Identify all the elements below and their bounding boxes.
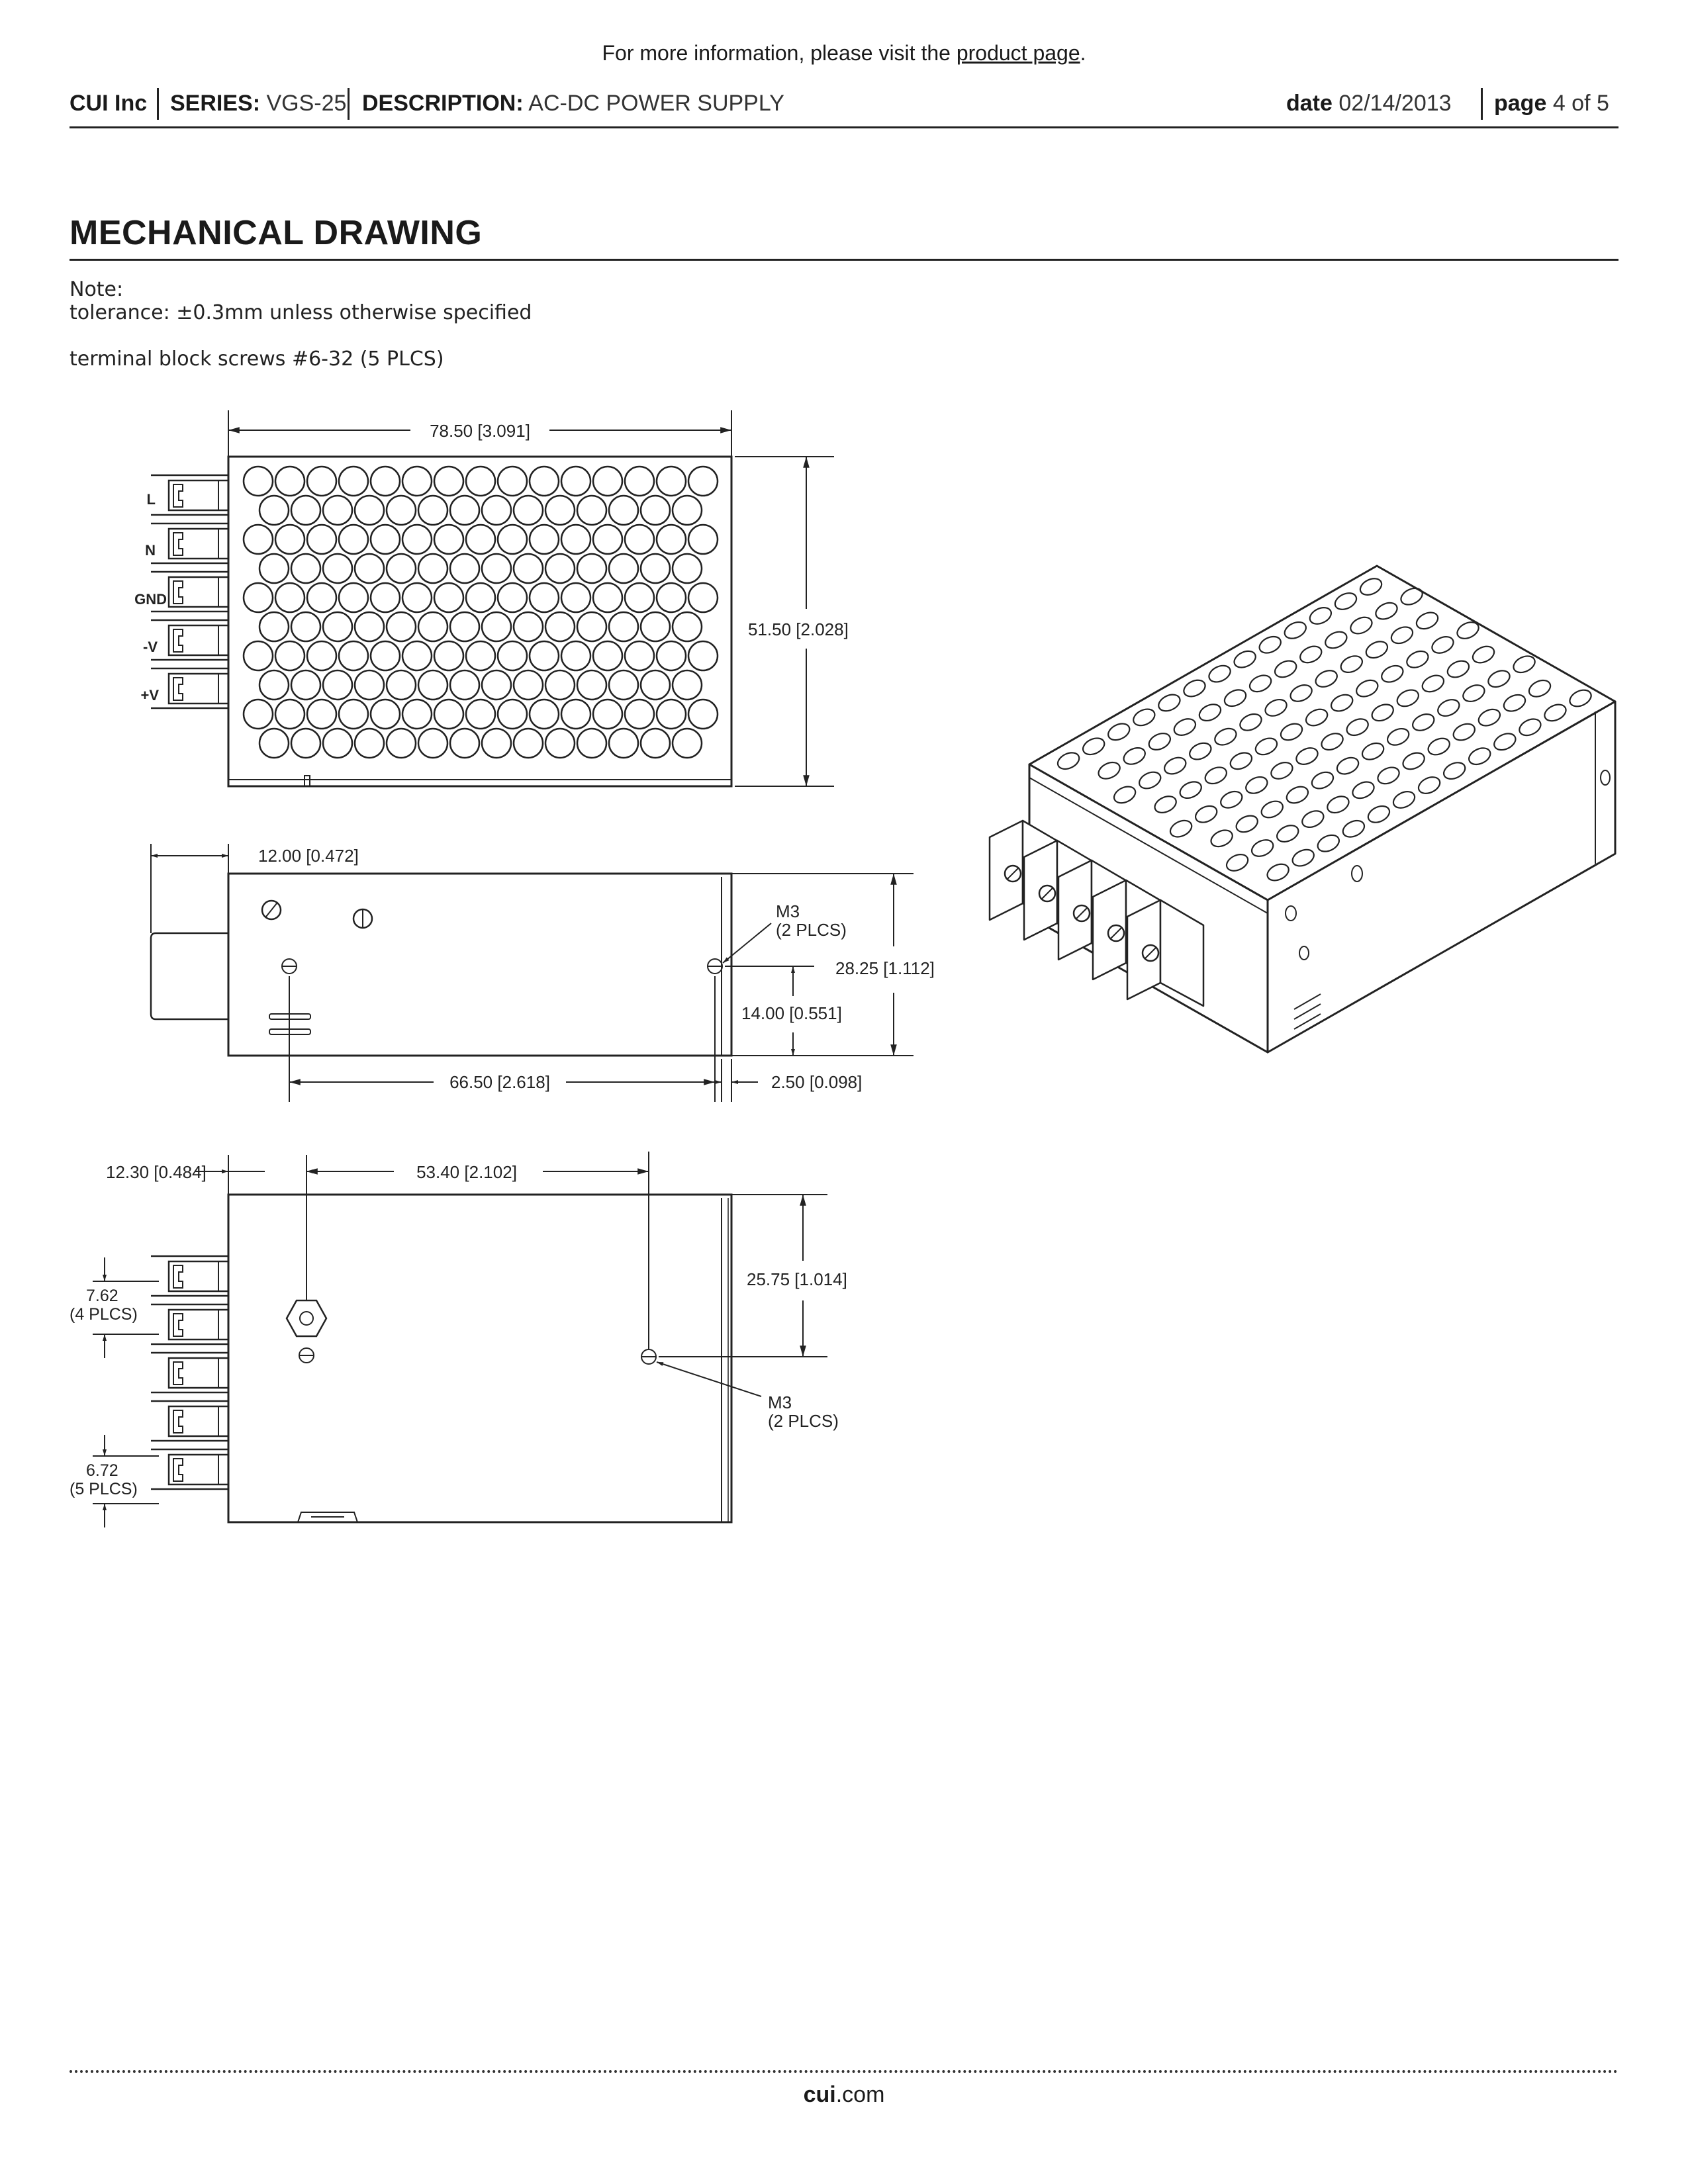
vent-hole [625,467,654,496]
top-width-dim: 78.50 [3.091] [430,421,530,441]
vent-hole [657,525,686,554]
vent-hole [577,729,606,758]
vent-hole [402,525,432,554]
vent-hole [355,612,384,641]
vent-hole [657,700,686,729]
vent-hole [545,729,575,758]
vent-hole [418,612,447,641]
footer-rule [70,2070,1618,2073]
vent-hole [673,729,702,758]
vent-hole [355,554,384,583]
vent-hole [593,583,622,612]
vent-hole [291,670,320,700]
vent-hole [514,496,543,525]
vent-hole [323,729,352,758]
vent-hole [561,700,590,729]
vent-hole [339,467,368,496]
terminal [151,1449,228,1489]
note-prefix: For more information, please visit the [602,41,957,65]
vent-hole [688,700,718,729]
top-view [151,457,731,786]
vent-hole [339,583,368,612]
vent-hole [466,700,495,729]
vent-hole [593,525,622,554]
terminal-label-gnd: GND [134,591,167,608]
footer-brand[interactable]: cui.com [803,2082,885,2107]
top-height-dim: 51.50 [2.028] [748,619,849,639]
note-label: Note: [70,278,124,301]
product-page-link[interactable]: product page [956,41,1080,65]
vent-hole [450,729,479,758]
vent-hole [625,525,654,554]
side-hole-label: M3 [776,901,800,921]
vent-hole [577,670,606,700]
vent-hole [291,554,320,583]
vent-hole [530,641,559,670]
vent-hole [673,670,702,700]
bottom-view [151,1195,731,1522]
vent-hole [450,670,479,700]
vent-hole [371,467,400,496]
vent-hole [498,467,527,496]
bottom-hole-plcs: (2 PLCS) [768,1411,839,1431]
vent-hole [482,496,511,525]
bottom-span-dim: 53.40 [2.102] [416,1162,517,1182]
vent-hole [387,729,416,758]
vent-hole [244,700,273,729]
vent-hole [673,554,702,583]
note-suffix: . [1080,41,1086,65]
vent-hole [434,467,463,496]
vent-hole [387,554,416,583]
terminal-label-neg-v: -V [143,639,158,655]
vent-hole [307,641,336,670]
vent-hole [657,583,686,612]
vent-hole [625,641,654,670]
vent-hole [387,496,416,525]
vent-hole [371,525,400,554]
vent-hole [387,670,416,700]
vent-hole [466,525,495,554]
vent-hole [498,525,527,554]
vent-hole [530,700,559,729]
vent-hole [657,467,686,496]
vent-hole [307,525,336,554]
vent-hole [466,583,495,612]
terminal-block [151,1256,228,1489]
vent-hole [291,496,320,525]
vent-hole [323,612,352,641]
bottom-hole-label: M3 [768,1392,792,1412]
vent-hole [577,554,606,583]
vent-hole [641,670,670,700]
vent-hole [355,496,384,525]
vent-hole [641,496,670,525]
top-view-outline [228,457,731,786]
vent-hole [355,670,384,700]
vent-hole [275,467,305,496]
terminal [151,620,228,660]
vent-hole [434,641,463,670]
vent-hole [259,496,289,525]
vent-hole [609,729,638,758]
pitch-b-value: 6.72 [86,1461,118,1480]
vent-hole [593,641,622,670]
vent-hole [688,467,718,496]
vent-hole [307,700,336,729]
vent-hole [323,496,352,525]
vent-hole [530,467,559,496]
vent-hole [482,554,511,583]
vent-hole [275,641,305,670]
vent-hole [450,612,479,641]
vent-hole [371,700,400,729]
vent-hole [657,641,686,670]
side-view [151,874,731,1056]
vent-hole [593,700,622,729]
vent-hole [466,641,495,670]
company-name: CUI Inc [70,91,148,116]
vent-hole [275,525,305,554]
terminal-label-l: L [146,491,156,508]
terminal [151,1401,228,1441]
vent-hole [561,525,590,554]
vent-hole [593,467,622,496]
vent-hole [355,729,384,758]
vent-hole [498,583,527,612]
bottom-height-dim: 25.75 [1.014] [747,1269,847,1289]
vent-hole [530,525,559,554]
bottom-offset-dim: 12.30 [0.484] [106,1162,207,1182]
vent-hole [402,583,432,612]
vent-hole [244,525,273,554]
pitch-a-plcs: (4 PLCS) [70,1305,138,1324]
vent-hole [307,467,336,496]
vent-hole [259,729,289,758]
vent-hole [275,700,305,729]
vent-hole [577,496,606,525]
vent-hole [387,612,416,641]
vent-hole [339,641,368,670]
vent-hole [641,729,670,758]
vent-hole [545,496,575,525]
vent-hole [641,554,670,583]
side-offset-dim: 12.00 [0.472] [258,846,359,866]
vent-hole [530,583,559,612]
side-span-dim: 66.50 [2.618] [449,1072,550,1092]
page-field: page 4 of 5 [1494,91,1609,116]
side-hole-plcs: (2 PLCS) [776,920,847,940]
vent-hole [561,467,590,496]
vent-hole [641,612,670,641]
isometric-view [990,566,1615,1052]
vent-hole [244,641,273,670]
vent-hole [545,670,575,700]
vent-hole [514,612,543,641]
vent-hole [498,641,527,670]
vent-hole [609,670,638,700]
vent-hole [418,729,447,758]
vent-hole [688,641,718,670]
vent-hole [625,700,654,729]
vent-hole [418,554,447,583]
vent-hole [371,641,400,670]
vent-hole [482,729,511,758]
side-height-dim: 28.25 [1.112] [835,958,935,978]
date-field: date 02/14/2013 [1286,91,1452,116]
vent-hole [498,700,527,729]
vent-hole [609,612,638,641]
vent-hole [291,612,320,641]
tolerance-note: tolerance: ±0.3mm unless otherwise specified [70,301,532,324]
vent-hole [688,583,718,612]
vent-hole [402,467,432,496]
terminal-label-n: N [145,542,156,559]
series-field: SERIES: VGS-25 [170,91,347,116]
vent-hole [339,525,368,554]
vent-hole [418,496,447,525]
vent-hole-grid [244,467,718,758]
terminal [151,1304,228,1344]
vent-hole [418,670,447,700]
vent-hole [482,670,511,700]
screws-note: terminal block screws #6-32 (5 PLCS) [70,347,444,371]
vent-hole [402,700,432,729]
vent-hole [434,700,463,729]
vent-hole [275,583,305,612]
terminal [151,1256,228,1296]
side-hole-height-dim: 14.00 [0.551] [741,1003,842,1023]
terminal [151,668,228,708]
vent-hole [625,583,654,612]
vent-hole [259,612,289,641]
vent-hole [545,612,575,641]
vent-hole [514,729,543,758]
vent-hole [450,496,479,525]
vent-hole [609,496,638,525]
vent-hole [371,583,400,612]
terminal [151,1353,228,1392]
vent-hole [244,467,273,496]
terminal [151,475,228,515]
side-view-outline [228,874,731,1056]
hex-standoff [287,1300,326,1336]
vent-hole [561,583,590,612]
description-field: DESCRIPTION: AC-DC POWER SUPPLY [362,91,784,116]
vent-hole [339,700,368,729]
vent-hole [688,525,718,554]
vent-hole [244,583,273,612]
vent-hole [561,641,590,670]
vent-hole [259,670,289,700]
vent-hole [402,641,432,670]
vent-hole [482,612,511,641]
vent-hole [609,554,638,583]
side-view-dimensions [151,844,914,1102]
vent-hole [307,583,336,612]
pitch-a-value: 7.62 [86,1287,118,1305]
vent-hole [514,670,543,700]
pitch-b-plcs: (5 PLCS) [70,1480,138,1498]
vent-hole [259,554,289,583]
vent-hole [323,554,352,583]
vent-hole [291,729,320,758]
vent-hole [323,670,352,700]
vent-hole [434,583,463,612]
side-flange-dim: 2.50 [0.098] [771,1072,863,1092]
section-title: MECHANICAL DRAWING [70,214,483,252]
terminal [151,523,228,563]
vent-hole [514,554,543,583]
vent-hole [673,496,702,525]
vent-hole [673,612,702,641]
vent-hole [450,554,479,583]
terminal-label-pos-v: +V [140,687,159,704]
vent-hole [466,467,495,496]
vent-hole [434,525,463,554]
vent-hole [545,554,575,583]
vent-hole [577,612,606,641]
